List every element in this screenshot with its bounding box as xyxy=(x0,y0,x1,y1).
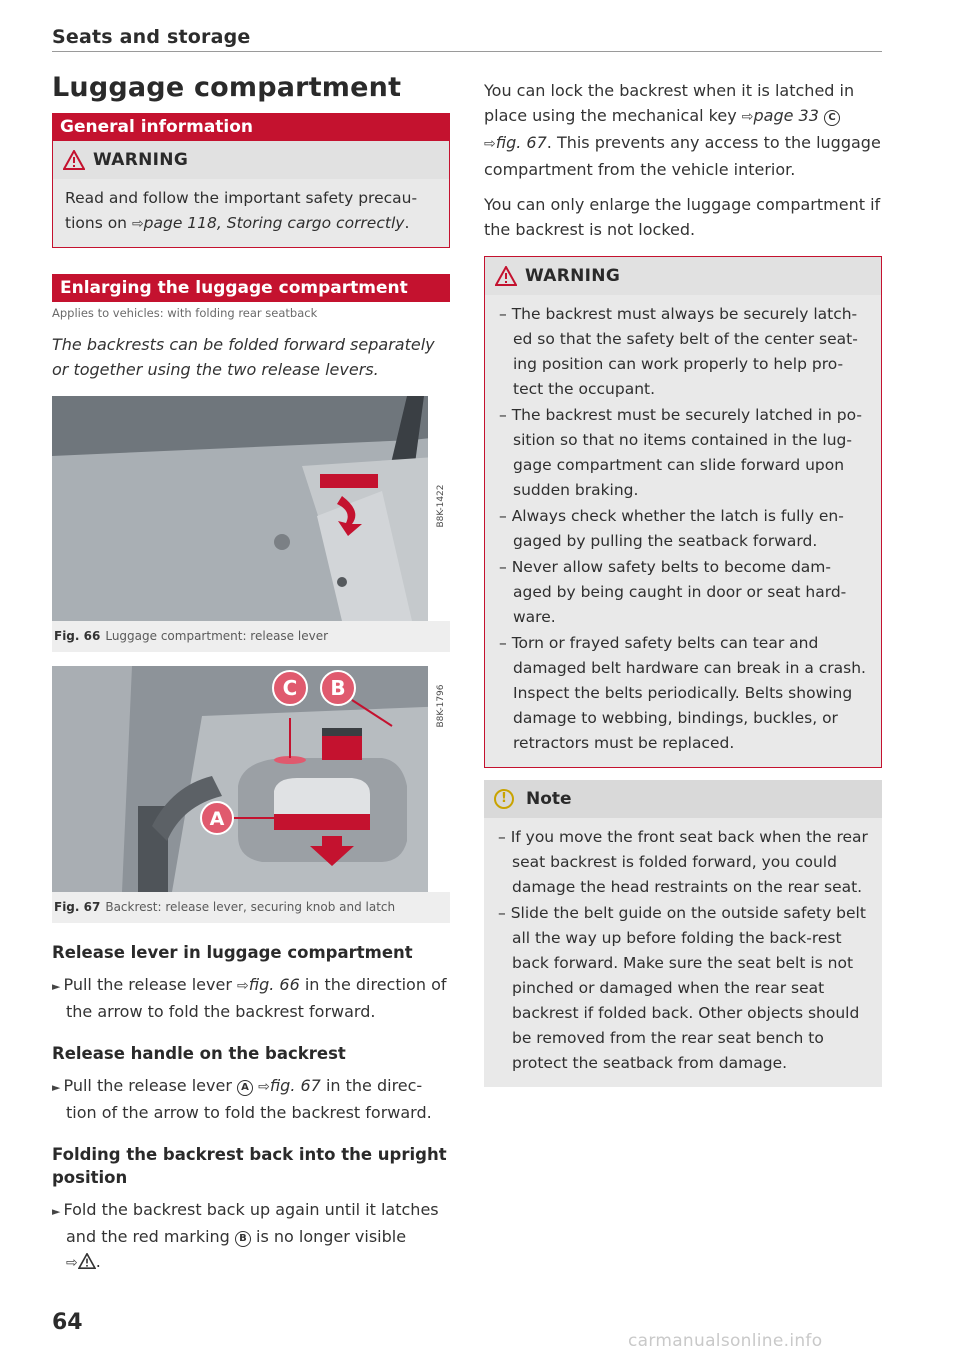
list-item: – The backrest must always be securely latch-ed so that the safety belt of the center seat-ing position can work properly to help pro-tect the occupant. xyxy=(497,302,869,402)
list-item: – The backrest must be securely latched in po-sition so that no items contained in the lug-gage compartment can slide forward upon sudden braking. xyxy=(497,403,869,503)
warning-box-general xyxy=(52,141,450,248)
callout-c-inline: C xyxy=(824,110,840,126)
header-rule xyxy=(52,51,882,52)
list-item: – Torn or frayed safety belts can tear and damaged belt hardware can break in a crash. Inspect the belts periodically. Belts showing damage to webbing, bindings, buckles, or retractors must be replaced. xyxy=(497,631,869,756)
arrow-right-icon: ⇨ xyxy=(258,1079,270,1095)
figure-67-code: B8K-1796 xyxy=(436,684,446,728)
note-list xyxy=(496,825,870,1076)
running-head: Seats and storage xyxy=(52,26,251,48)
figure-66-caption: Fig. 66 Luggage compartment: release lever xyxy=(52,621,450,652)
list-item: – Always check whether the latch is fully en-gaged by pulling the seatback forward. xyxy=(497,504,869,554)
note-box xyxy=(484,780,882,1087)
warning-triangle-icon xyxy=(495,266,517,286)
bullet-triangle-icon: ► xyxy=(52,1205,61,1218)
bullet-triangle-icon: ► xyxy=(52,980,61,993)
step-release-handle: ► Pull the release lever A ⇨fig. 67 in the direc-tion of the arrow to fold the backrest forward. xyxy=(52,1076,432,1122)
general-information-bar: General information xyxy=(52,113,450,141)
fig-66-ref[interactable]: fig. 66 xyxy=(248,975,300,994)
warning-body xyxy=(485,295,881,767)
warning-page-ref[interactable]: page 118, Storing cargo correctly xyxy=(143,214,405,232)
figure-67-label: Fig. 67 xyxy=(54,900,101,914)
enlarge-paragraph: You can only enlarge the luggage compartment if the backrest is not locked. xyxy=(484,195,881,239)
arrow-right-icon: ⇨ xyxy=(66,1255,78,1271)
figure-67 xyxy=(52,666,450,923)
warning-box-backrest xyxy=(484,256,882,768)
subheading-release-handle: Release handle on the backrest xyxy=(52,1044,346,1063)
lead-text: The backrests can be folded forward separately or together using the two release levers. xyxy=(52,335,435,379)
page-number: 64 xyxy=(52,1310,83,1335)
bullet-triangle-icon: ► xyxy=(52,1081,61,1094)
step-folding-back: ► Fold the backrest back up again until it latches and the red marking B is no longer visible ⇨ . xyxy=(52,1200,439,1271)
watermark: carmanualsonline.info xyxy=(628,1331,823,1351)
callout-b-inline: B xyxy=(235,1231,251,1247)
warning-triangle-icon[interactable] xyxy=(78,1253,96,1269)
warning-triangle-icon xyxy=(63,150,85,170)
warning-header xyxy=(53,141,449,179)
warning-list xyxy=(497,302,869,756)
arrow-right-icon: ⇨ xyxy=(131,216,144,232)
callout-b: B xyxy=(330,676,346,700)
fig-67-ref[interactable]: fig. 67 xyxy=(495,133,547,152)
applies-to-note: Applies to vehicles: with folding rear seatback xyxy=(52,306,318,320)
callout-c: C xyxy=(282,676,298,700)
figure-67-image xyxy=(52,666,450,892)
list-item: – Slide the belt guide on the outside safety belt all the way up before folding the back-rest back forward. Make sure the seat belt is not pinched or damaged when the rear seat backrest if folded back. Other objects should be removed from the rear seat bench to protect the seatback from damage. xyxy=(496,901,870,1076)
warning-text: Read and follow the important safety precau-tions on xyxy=(65,189,418,232)
subheading-release-lever: Release lever in luggage compartment xyxy=(52,943,413,962)
warning-title: WARNING xyxy=(93,150,189,170)
list-item: – If you move the front seat back when the rear seat backrest is folded forward, you could damage the head restraints on the rear seat. xyxy=(496,825,870,900)
section-title: Luggage compartment xyxy=(52,72,402,103)
arrow-right-icon: ⇨ xyxy=(484,136,496,152)
fig-67-ref[interactable]: fig. 67 xyxy=(269,1076,321,1095)
subheading-folding-back: Folding the backrest back into the upright position xyxy=(52,1145,447,1187)
warning-body: Read and follow the important safety precau-tions on ⇨page 118, Storing cargo correctly. xyxy=(53,179,449,247)
right-column xyxy=(484,78,882,1087)
figure-66 xyxy=(52,396,450,652)
figure-66-image xyxy=(52,396,450,621)
page-33-ref[interactable]: page 33 xyxy=(753,106,819,125)
arrow-right-icon: ⇨ xyxy=(741,109,754,125)
note-body xyxy=(484,818,882,1087)
left-column xyxy=(52,72,450,1276)
warning-title: WARNING xyxy=(525,266,621,286)
arrow-right-icon: ⇨ xyxy=(237,978,249,994)
enlarging-section-bar: Enlarging the luggage compartment xyxy=(52,274,450,302)
figure-67-caption: Fig. 67 Backrest: release lever, securing knob and latch xyxy=(52,892,450,923)
note-exclamation-icon: ! xyxy=(494,789,514,809)
callout-a: A xyxy=(209,808,225,830)
figure-66-label: Fig. 66 xyxy=(54,629,101,643)
note-header xyxy=(484,780,882,818)
figure-66-code: B8K-1422 xyxy=(436,484,446,528)
lock-backrest-paragraph: You can lock the backrest when it is latched in place using the mechanical key ⇨page 33 C ⇨fig. 67. This prevents any access to the luggage compartment from the vehicle interior. xyxy=(484,81,881,179)
step-release-lever: ► Pull the release lever ⇨fig. 66 in the direction of the arrow to fold the backrest forward. xyxy=(52,975,447,1021)
note-title: Note xyxy=(526,789,572,809)
callout-a-inline: A xyxy=(237,1080,253,1096)
warning-header xyxy=(485,257,881,295)
list-item: – Never allow safety belts to become dam-aged by being caught in door or seat hard-ware. xyxy=(497,555,869,630)
